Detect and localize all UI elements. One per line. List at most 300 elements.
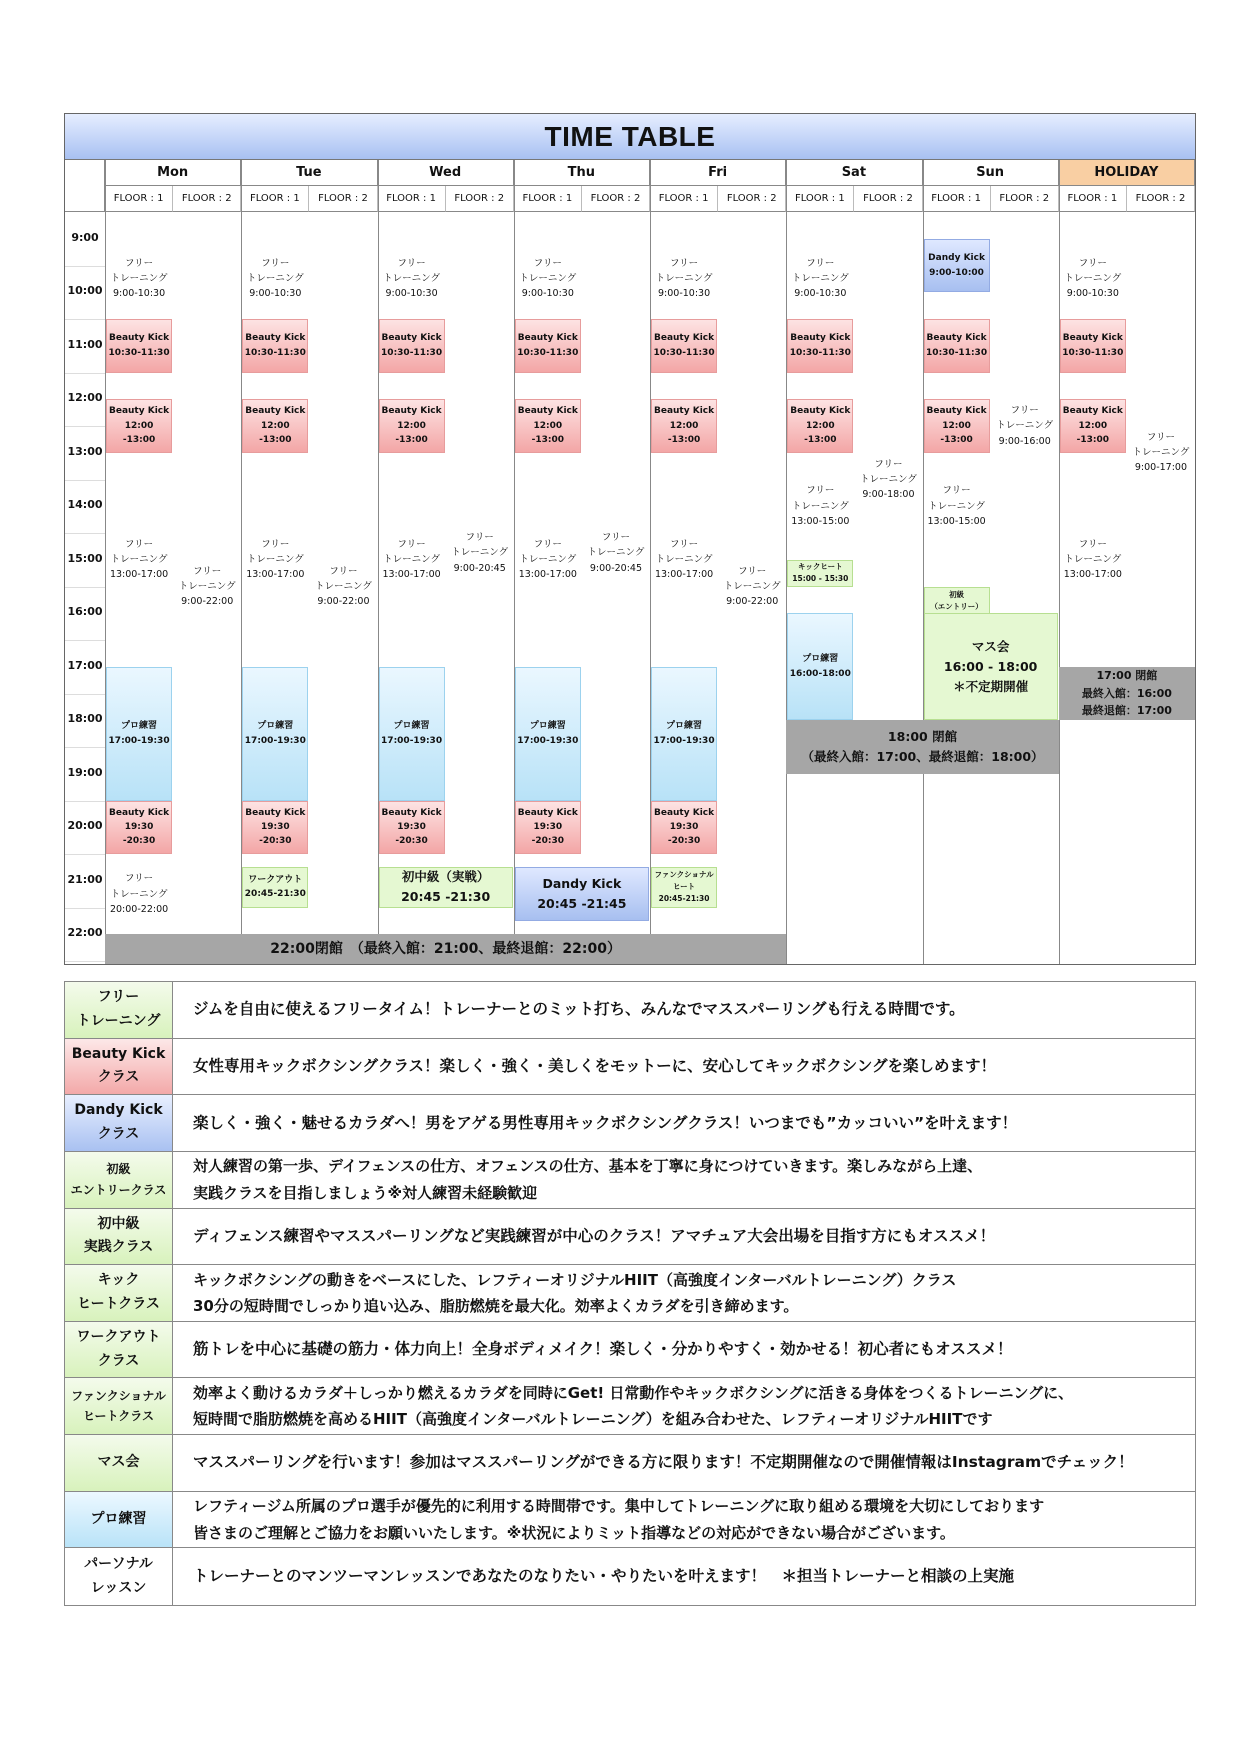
free-training-slot[interactable] — [310, 239, 376, 935]
line: 10:30-11:30 — [517, 347, 579, 358]
time-label: 18:00 — [67, 712, 103, 726]
line: 20:45 -21:45 — [537, 896, 627, 912]
line: トレーニング — [246, 554, 304, 566]
free-training-slot[interactable] — [106, 453, 172, 667]
line: 12:00 -13:00 — [804, 420, 837, 446]
line: 12:00 -13:00 — [531, 420, 564, 446]
line: トレーニング — [1064, 554, 1122, 566]
line: Beauty Kick — [108, 333, 170, 344]
beauty-kick-slot[interactable] — [242, 399, 308, 453]
free-training-slot[interactable] — [242, 453, 308, 667]
hour-line — [65, 640, 105, 641]
hour-line — [65, 480, 105, 481]
line: Dandy Kick — [542, 876, 622, 892]
line: 20:45-21:30 — [244, 889, 306, 900]
hour-line — [65, 908, 105, 909]
line: ヒート — [672, 882, 696, 892]
free-training-slot[interactable] — [379, 453, 445, 667]
line: トレーニング — [246, 273, 304, 285]
line: 10:30-11:30 — [789, 347, 851, 358]
line: プロ練習 — [393, 721, 430, 732]
line: Beauty Kick — [517, 807, 578, 818]
beauty-kick-slot[interactable] — [379, 319, 445, 373]
line: フリー — [806, 258, 835, 270]
line: フリー — [1010, 405, 1039, 417]
line: トレーニング — [655, 554, 713, 566]
legend-class-name: 初中級 実践クラス — [65, 1209, 173, 1265]
legend-class-description: マススパーリングを行います！参加はマススパーリングができる方に限ります！不定期開催なので開催情報はInstagramでチェック！ — [193, 1453, 1134, 1472]
line: トレーニング — [723, 580, 781, 592]
line: フリー — [397, 538, 426, 550]
line: フリー — [1146, 431, 1175, 443]
line: 17:00-19:30 — [244, 735, 306, 746]
hour-line — [65, 801, 105, 802]
pro-practice-slot[interactable] — [515, 667, 581, 801]
free-training-slot[interactable] — [447, 239, 513, 868]
line: 17:00 閉館 — [1096, 669, 1158, 683]
beauty-kick-slot[interactable] — [651, 801, 717, 855]
line: Beauty Kick — [245, 333, 306, 344]
line: トレーニング — [791, 273, 849, 285]
beauty-kick-slot[interactable] — [106, 319, 172, 373]
legend-class-description: ディフェンス練習やマススパーリングなど実践練習が中心のクラス！アマチュア大会出場を目指す方にもオススメ！ — [193, 1226, 996, 1245]
legend-row — [65, 1039, 1195, 1096]
time-label: 16:00 — [67, 605, 103, 619]
day-header-sat: Sat — [786, 160, 922, 186]
line: 19:30 -20:30 — [122, 822, 156, 847]
day-header-wed: Wed — [378, 160, 514, 186]
legend-class-description: キックボクシングの動きをベースにした、レフティーオリジナルHIIT（高強度インターバルトレーニング）クラス 30分の短時間でしっかり追い込み、脂肪燃焼を最大化。効率よくカラダを引き締めます。 — [193, 1270, 957, 1315]
line: フリー — [670, 258, 699, 270]
line: フリー — [738, 565, 767, 577]
floor-header: FLOOR : 2 — [991, 186, 1059, 212]
free-training-slot[interactable] — [1060, 239, 1126, 319]
line: フリー — [193, 565, 222, 577]
floor-header: FLOOR : 1 — [105, 186, 173, 212]
beauty-kick-slot[interactable] — [515, 399, 581, 453]
line: プロ練習 — [257, 721, 294, 732]
hour-line — [65, 533, 105, 534]
beauty-kick-slot[interactable] — [924, 319, 990, 373]
line: トレーニング — [587, 547, 645, 559]
day-header-thu: Thu — [514, 160, 650, 186]
line: フリー — [125, 538, 154, 550]
line: 20:45 -21:30 — [401, 889, 491, 905]
free-training-slot[interactable] — [651, 453, 717, 667]
line: 16:00 - 18:00 — [943, 658, 1038, 674]
dandy-kick-slot[interactable] — [924, 239, 990, 293]
beauty-kick-slot[interactable] — [379, 801, 445, 855]
line: 17:00-19:30 — [381, 735, 443, 746]
hour-line — [65, 961, 105, 962]
time-label: 12:00 — [67, 391, 103, 405]
line: フリー — [601, 532, 630, 544]
day-header-holiday: HOLIDAY — [1059, 160, 1195, 186]
line: トレーニング — [655, 273, 713, 285]
beauty-kick-slot[interactable] — [242, 319, 308, 373]
free-training-slot[interactable] — [787, 239, 853, 319]
beauty-kick-slot[interactable] — [515, 319, 581, 373]
time-label: 10:00 — [67, 284, 103, 298]
line: Beauty Kick — [517, 406, 578, 417]
line: 9:00-17:00 — [1134, 462, 1187, 474]
line: 9:00-10:30 — [112, 288, 166, 300]
legend-row — [65, 1322, 1195, 1379]
line: Beauty Kick — [108, 406, 170, 417]
time-label: 11:00 — [67, 337, 103, 351]
day-header-fri: Fri — [650, 160, 786, 186]
line: 17:00-19:30 — [108, 735, 170, 746]
line: Beauty Kick — [653, 406, 715, 417]
line: Beauty Kick — [108, 807, 170, 818]
floor-header: FLOOR : 1 — [786, 186, 854, 212]
legend-class-name: マス会 — [65, 1435, 173, 1491]
line: トレーニング — [519, 554, 577, 566]
line: 10:30-11:30 — [653, 347, 715, 358]
line: フリー — [1078, 258, 1107, 270]
line: 12:00 -13:00 — [940, 420, 973, 446]
time-header-corner — [65, 160, 105, 212]
timetable — [64, 113, 1196, 965]
legend-class-description: 効率よく動けるカラダ＋しっかり燃えるカラダを同時にGet! 日常動作やキックボクシングに活きる身体をつくるトレーニングに、 短時間で脂肪燃焼を高めるHIIT（高強度インターバルトレーニング）を組み合わせた、レフティーオリジナルHIITです — [193, 1384, 1074, 1429]
line: 12:00 -13:00 — [395, 420, 428, 446]
line: ファンクショナル — [654, 870, 714, 880]
line: 9:00-20:45 — [589, 562, 642, 574]
pro-practice-slot[interactable] — [242, 667, 308, 801]
legend-class-description: 筋トレを中心に基礎の筋力・体力向上！全身ボディメイク！楽しく・分かりやすく・効かせる！初心者にもオススメ！ — [193, 1340, 1013, 1359]
legend-row — [65, 1548, 1195, 1605]
class-legend — [64, 981, 1196, 1606]
free-training-slot[interactable] — [583, 239, 649, 868]
line: Beauty Kick — [653, 333, 715, 344]
legend-row — [65, 1435, 1195, 1492]
line: 初級 — [949, 589, 965, 599]
time-label: 14:00 — [67, 498, 103, 512]
floor-header: FLOOR : 2 — [446, 186, 514, 212]
line: トレーニング — [791, 500, 849, 512]
free-training-slot[interactable] — [515, 239, 581, 319]
free-training-slot[interactable] — [719, 239, 785, 935]
line: 18:00 閉館 — [887, 729, 958, 744]
beauty-kick-slot[interactable] — [651, 319, 717, 373]
free-training-slot[interactable] — [1060, 453, 1126, 667]
hour-line — [65, 854, 105, 855]
time-label: 15:00 — [67, 551, 103, 565]
legend-row — [65, 1209, 1195, 1266]
legend-class-name: プロ練習 — [65, 1492, 173, 1548]
hour-line — [65, 747, 105, 748]
line: Beauty Kick — [381, 406, 442, 417]
closed-block — [105, 934, 786, 964]
day-header-tue: Tue — [241, 160, 377, 186]
legend-class-name: Beauty Kick クラス — [65, 1039, 173, 1095]
line: 13:00-15:00 — [927, 515, 986, 527]
legend-class-description: 対人練習の第一歩、デイフェンスの仕方、オフェンスの仕方、基本を丁寧に身につけていきます。楽しみながら上達、 実践クラスを目指しましょう※対人練習未経験歓迎 — [193, 1157, 983, 1202]
class-slot[interactable] — [924, 613, 1058, 720]
beauty-kick-slot[interactable] — [379, 399, 445, 453]
free-training-slot[interactable] — [787, 453, 853, 560]
line: トレーニング — [383, 554, 440, 566]
line: 13:00-17:00 — [654, 569, 714, 581]
free-training-slot[interactable] — [992, 239, 1058, 614]
timetable-grid — [65, 160, 1195, 964]
legend-class-name: フリー トレーニング — [65, 982, 173, 1038]
beauty-kick-slot[interactable] — [1060, 319, 1126, 373]
line: 16:00-18:00 — [789, 668, 851, 679]
beauty-kick-slot[interactable] — [106, 399, 172, 453]
line: 9:00-10:30 — [249, 288, 302, 300]
line: トレーニング — [519, 273, 577, 285]
line: フリー — [670, 538, 699, 550]
legend-class-description: 楽しく・強く・魅せるカラダへ！男をアゲる男性専用キックボクシングクラス！いつまでも”カッコいい”を叶えます！ — [193, 1113, 1018, 1132]
time-label: 20:00 — [67, 819, 103, 833]
hour-line — [65, 373, 105, 374]
line: トレーニング — [1132, 447, 1190, 459]
legend-row — [65, 1492, 1195, 1549]
hour-line — [65, 694, 105, 695]
line: 9:00-16:00 — [998, 435, 1051, 447]
line: 22:00閉館 （最終入館：21:00、最終退館：22:00） — [270, 940, 621, 957]
line: フリー — [125, 873, 154, 885]
line: 9:00-10:30 — [385, 288, 438, 300]
line: トレーニング — [996, 420, 1054, 432]
line: キックヒート — [798, 562, 843, 572]
legend-class-description: トレーナーとのマンツーマンレッスンであなたのなりたい・やりたいを叶えます！ ＊担当トレーナーと相談の上実施 — [193, 1567, 1014, 1586]
line: プロ練習 — [529, 721, 566, 732]
line: 19:30 -20:30 — [259, 822, 292, 847]
beauty-kick-slot[interactable] — [106, 801, 172, 855]
line: 10:30-11:30 — [1062, 347, 1124, 358]
line: Beauty Kick — [245, 406, 306, 417]
floor-header: FLOOR : 2 — [173, 186, 241, 212]
line: 9:00-22:00 — [726, 596, 779, 608]
line: 19:30 -20:30 — [531, 822, 564, 847]
line: 12:00 -13:00 — [1076, 420, 1109, 446]
beauty-kick-slot[interactable] — [1060, 399, 1126, 453]
line: 9:00-10:30 — [521, 288, 574, 300]
legend-row — [65, 1265, 1195, 1322]
floor-header: FLOOR : 2 — [718, 186, 786, 212]
line: 19:30 -20:30 — [667, 822, 701, 847]
free-training-slot[interactable] — [242, 239, 308, 319]
floor-header: FLOOR : 2 — [309, 186, 377, 212]
line: 最終入館：16:00 — [1081, 686, 1172, 700]
line: 9:00-10:30 — [794, 288, 847, 300]
line: トレーニング — [110, 554, 168, 566]
line: 9:00-20:45 — [453, 562, 506, 574]
time-label: 17:00 — [67, 658, 103, 672]
line: 13:00-17:00 — [1063, 569, 1122, 581]
time-label: 13:00 — [67, 444, 103, 458]
line: トレーニング — [110, 273, 168, 285]
line: 10:30-11:30 — [926, 347, 988, 358]
free-training-slot[interactable] — [515, 453, 581, 667]
legend-class-name: 初級 エントリークラス — [65, 1152, 173, 1208]
floor-header: FLOOR : 2 — [582, 186, 650, 212]
line: フリー — [329, 565, 358, 577]
floor-header: FLOOR : 1 — [1059, 186, 1127, 212]
legend-class-name: ファンクショナル ヒートクラス — [65, 1378, 173, 1434]
floor-header: FLOOR : 1 — [378, 186, 446, 212]
line: 10:30-11:30 — [381, 347, 443, 358]
line: Beauty Kick — [653, 807, 715, 818]
line: フリー — [806, 485, 835, 497]
day-header-mon: Mon — [105, 160, 241, 186]
free-training-slot[interactable] — [106, 854, 172, 934]
line: トレーニング — [860, 473, 917, 485]
line: 20:00-22:00 — [109, 903, 169, 915]
beauty-kick-slot[interactable] — [651, 399, 717, 453]
free-training-slot[interactable] — [924, 453, 990, 560]
legend-class-name: Dandy Kick クラス — [65, 1095, 173, 1151]
floor-header: FLOOR : 2 — [1127, 186, 1195, 212]
line: トレーニング — [451, 547, 509, 559]
line: 13:00-17:00 — [518, 569, 577, 581]
legend-class-description: ジムを自由に使えるフリータイム！トレーナーとのミット打ち、みんなでマススパーリングも行える時間です。 — [193, 1000, 965, 1019]
line: Beauty Kick — [1062, 406, 1123, 417]
legend-row — [65, 1378, 1195, 1435]
hour-line — [65, 426, 105, 427]
line: 9:00-18:00 — [862, 489, 915, 501]
pro-practice-slot[interactable] — [787, 613, 853, 720]
free-training-slot[interactable] — [651, 239, 717, 319]
class-slot[interactable] — [651, 867, 717, 907]
line: 12:00 -13:00 — [122, 420, 156, 446]
time-label: 19:00 — [67, 765, 103, 779]
line: 9:00-10:30 — [657, 288, 711, 300]
class-slot[interactable] — [242, 867, 308, 907]
line: Beauty Kick — [517, 333, 578, 344]
line: トレーニング — [110, 888, 168, 900]
legend-class-name: ワークアウト クラス — [65, 1322, 173, 1378]
line: フリー — [533, 258, 562, 270]
beauty-kick-slot[interactable] — [787, 319, 853, 373]
line: 9:00-22:00 — [181, 596, 234, 608]
beauty-kick-slot[interactable] — [242, 801, 308, 855]
line: Beauty Kick — [381, 807, 442, 818]
line: 9:00-22:00 — [317, 596, 370, 608]
line: フリー — [125, 258, 154, 270]
free-training-slot[interactable] — [174, 239, 240, 935]
line: マス会 — [971, 638, 1010, 654]
hour-line — [65, 319, 105, 320]
line: ワークアウト — [248, 875, 303, 886]
free-training-slot[interactable] — [106, 239, 172, 319]
line: Dandy Kick — [928, 253, 985, 264]
line: 13:00-17:00 — [246, 569, 305, 581]
line: 初中級（実戦） — [401, 869, 490, 885]
line: フリー — [1078, 538, 1107, 550]
day-header-sun: Sun — [923, 160, 1059, 186]
line: プロ練習 — [121, 721, 158, 732]
class-slot[interactable] — [787, 560, 853, 587]
floor-header: FLOOR : 2 — [854, 186, 922, 212]
line: 12:00 -13:00 — [259, 420, 292, 446]
line: 12:00 -13:00 — [667, 420, 701, 446]
legend-row — [65, 982, 1195, 1039]
hour-line — [65, 266, 105, 267]
beauty-kick-slot[interactable] — [924, 399, 990, 453]
time-label: 9:00 — [71, 230, 99, 244]
line: フリー — [874, 458, 903, 470]
class-slot[interactable] — [379, 867, 513, 907]
line: 17:00-19:30 — [517, 735, 579, 746]
closed-block — [1059, 667, 1195, 721]
line: 13:00-17:00 — [382, 569, 441, 581]
legend-class-name: キック ヒートクラス — [65, 1265, 173, 1321]
line: Beauty Kick — [926, 406, 987, 417]
line: Beauty Kick — [245, 807, 306, 818]
free-training-slot[interactable] — [855, 239, 921, 721]
line: Beauty Kick — [1062, 333, 1123, 344]
timetable-title: TIME TABLE — [65, 114, 1195, 160]
line: トレーニング — [1064, 273, 1122, 285]
beauty-kick-slot[interactable] — [787, 399, 853, 453]
line: フリー — [942, 485, 971, 497]
time-label: 22:00 — [67, 926, 103, 940]
legend-class-name: パーソナル レッスン — [65, 1548, 173, 1605]
line: Beauty Kick — [381, 333, 442, 344]
legend-row — [65, 1095, 1195, 1152]
dandy-kick-slot[interactable] — [515, 867, 649, 921]
line: （最終入館：17:00、最終退館：18:00） — [801, 749, 1044, 764]
free-training-slot[interactable] — [379, 239, 445, 319]
line: 9:00-10:30 — [1066, 288, 1119, 300]
line: トレーニング — [928, 500, 985, 512]
line: 最終退館：17:00 — [1081, 704, 1172, 718]
line: （エントリー） — [930, 601, 983, 611]
pro-practice-slot[interactable] — [379, 667, 445, 801]
line: プロ練習 — [802, 654, 839, 665]
line: Beauty Kick — [790, 406, 851, 417]
line: ＊不定期開催 — [953, 678, 1029, 694]
line: 10:30-11:30 — [244, 347, 306, 358]
free-training-slot[interactable] — [1128, 239, 1194, 667]
line: 13:00-15:00 — [791, 515, 850, 527]
line: フリー — [397, 258, 426, 270]
line: プロ練習 — [666, 721, 703, 732]
line: フリー — [261, 258, 290, 270]
legend-class-description: レフティージム所属のプロ選手が優先的に利用する時間帯です。集中してトレーニングに取り組める環境を大切にしております 皆さまのご理解とご協力をお願いいたします。※状況によりミット指導などの対応ができない場合がございます。 — [193, 1497, 1045, 1542]
floor-header: FLOOR : 1 — [650, 186, 718, 212]
legend-class-description: 女性専用キックボクシングクラス！楽しく・強く・美しくをモットーに、安心してキックボクシングを楽しめます！ — [193, 1056, 997, 1075]
line: 10:30-11:30 — [108, 347, 170, 358]
time-label: 21:00 — [67, 872, 103, 886]
line: トレーニング — [178, 580, 236, 592]
beauty-kick-slot[interactable] — [515, 801, 581, 855]
line: トレーニング — [383, 273, 440, 285]
line: フリー — [465, 532, 494, 544]
line: 13:00-17:00 — [109, 569, 169, 581]
floor-header: FLOOR : 1 — [514, 186, 582, 212]
line: Beauty Kick — [790, 333, 851, 344]
line: 9:00-10:00 — [929, 267, 984, 278]
line: Beauty Kick — [926, 333, 987, 344]
line: 15:00 - 15:30 — [792, 574, 849, 584]
line: 20:45-21:30 — [658, 894, 710, 904]
closed-block — [786, 720, 1059, 774]
floor-header: FLOOR : 1 — [923, 186, 991, 212]
pro-practice-slot[interactable] — [106, 667, 172, 801]
pro-practice-slot[interactable] — [651, 667, 717, 801]
line: フリー — [533, 538, 562, 550]
legend-row — [65, 1152, 1195, 1209]
line: 19:30 -20:30 — [395, 822, 428, 847]
hour-line — [65, 587, 105, 588]
line: トレーニング — [315, 580, 372, 592]
line: 17:00-19:30 — [653, 735, 715, 746]
floor-header: FLOOR : 1 — [241, 186, 309, 212]
